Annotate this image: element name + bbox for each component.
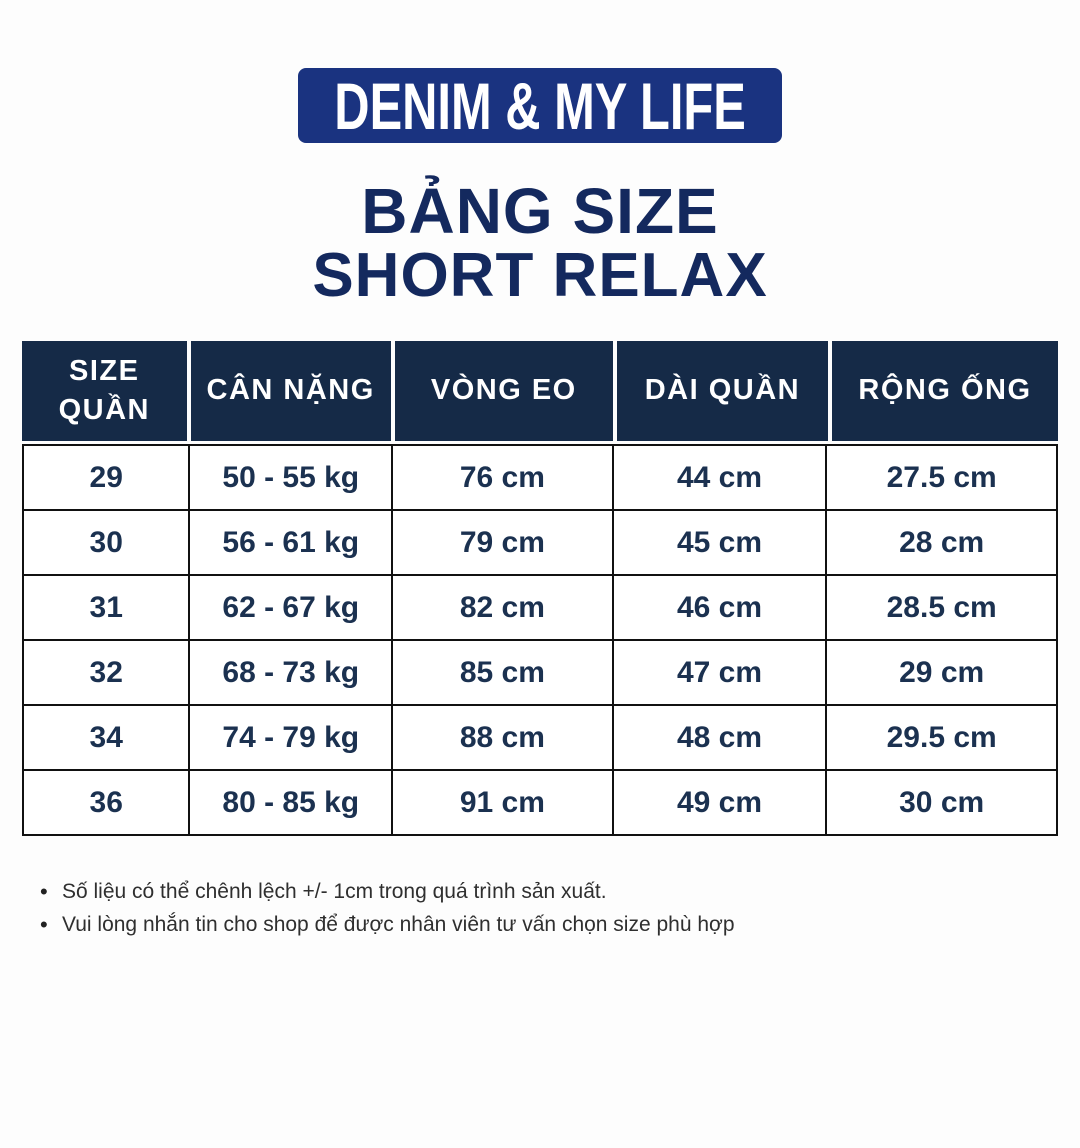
table-body xyxy=(22,444,1058,836)
note-item: • Vui lòng nhắn tin cho shop để được nhân viên tư vấn chọn size phù hợp xyxy=(36,909,1050,942)
table-cell: 31 xyxy=(24,576,190,641)
size-table xyxy=(22,341,1058,836)
header-cell: VÒNG EO xyxy=(395,341,613,441)
table-cell: 32 xyxy=(24,641,190,706)
table-cell: 27.5 cm xyxy=(827,446,1056,511)
note-item: • Số liệu có thể chênh lệch +/- 1cm trong quá trình sản xuất. xyxy=(36,876,1050,909)
table-cell: 29.5 cm xyxy=(827,706,1056,771)
table-cell: 74 - 79 kg xyxy=(190,706,393,771)
footer-notes xyxy=(36,876,1050,941)
table-cell: 36 xyxy=(24,771,190,834)
table-cell: 30 xyxy=(24,511,190,576)
table-cell: 88 cm xyxy=(393,706,614,771)
table-cell: 68 - 73 kg xyxy=(190,641,393,706)
header-cell: CÂN NẶNG xyxy=(191,341,391,441)
table-header-row xyxy=(22,341,1058,441)
table-cell: 91 cm xyxy=(393,771,614,834)
header-cell: RỘNG ỐNG xyxy=(832,341,1058,441)
page-title-line1: BẢNG SIZE xyxy=(361,175,719,247)
table-cell: 28 cm xyxy=(827,511,1056,576)
table-cell: 76 cm xyxy=(393,446,614,511)
header-cell: SIZE QUẦN xyxy=(22,341,187,441)
table-cell: 82 cm xyxy=(393,576,614,641)
table-cell: 79 cm xyxy=(393,511,614,576)
table-cell: 29 xyxy=(24,446,190,511)
table-cell: 46 cm xyxy=(614,576,828,641)
table-cell: 30 cm xyxy=(827,771,1056,834)
table-cell: 34 xyxy=(24,706,190,771)
table-cell: 80 - 85 kg xyxy=(190,771,393,834)
table-cell: 50 - 55 kg xyxy=(190,446,393,511)
table-cell: 48 cm xyxy=(614,706,828,771)
table-cell: 85 cm xyxy=(393,641,614,706)
brand-name: DENIM & MY LIFE xyxy=(334,68,746,143)
page-title-line2: SHORT RELAX xyxy=(312,241,768,310)
table-cell: 44 cm xyxy=(614,446,828,511)
table-cell: 49 cm xyxy=(614,771,828,834)
table-cell: 56 - 61 kg xyxy=(190,511,393,576)
table-cell: 47 cm xyxy=(614,641,828,706)
table-cell: 62 - 67 kg xyxy=(190,576,393,641)
table-cell: 29 cm xyxy=(827,641,1056,706)
brand-banner xyxy=(298,68,782,143)
table-cell: 45 cm xyxy=(614,511,828,576)
size-chart-page xyxy=(0,68,1080,1148)
header-cell: DÀI QUẦN xyxy=(617,341,828,441)
page-title xyxy=(0,175,1080,310)
table-cell: 28.5 cm xyxy=(827,576,1056,641)
